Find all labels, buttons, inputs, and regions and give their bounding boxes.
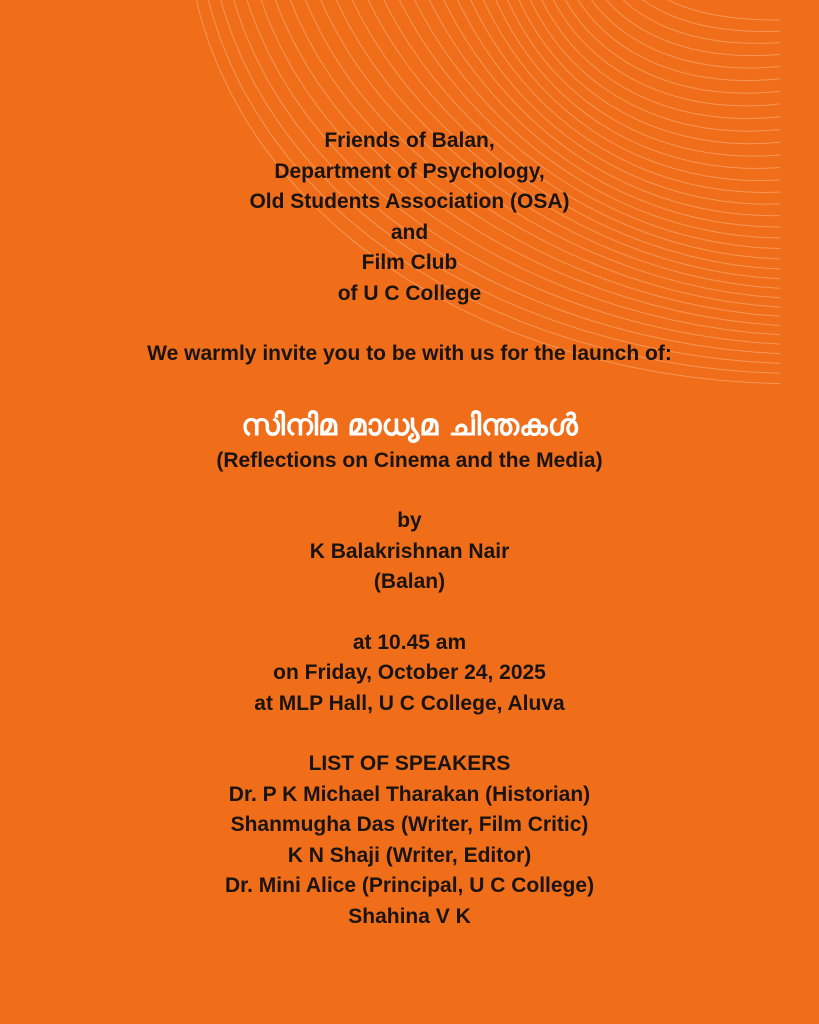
event-time: at 10.45 am — [352, 630, 467, 654]
wave-line — [573, 0, 780, 56]
invitation-text: We warmly invite you to be with us for the launch of: — [147, 342, 672, 365]
speaker-item: Shahina V K — [348, 904, 471, 928]
book-title-english: (Reflections on Cinema and the Media) — [216, 448, 603, 472]
wave-line — [605, 0, 781, 20]
organizer-line: Department of Psychology, — [274, 159, 545, 183]
event-date: on Friday, October 24, 2025 — [273, 661, 546, 684]
wave-line — [562, 0, 780, 68]
organizer-line: of U C College — [337, 281, 482, 305]
by-label: by — [397, 509, 422, 532]
organizer-line: and — [390, 220, 429, 244]
speaker-item: Dr. P K Michael Tharakan (Historian) — [228, 782, 591, 806]
author-alias: (Balan) — [373, 570, 446, 593]
event-venue: at MLP Hall, U C College, Aluva — [254, 691, 565, 715]
organizer-line: Friends of Balan, — [324, 129, 495, 152]
organizer-line: Old Students Association (OSA) — [249, 190, 570, 213]
speaker-item: Shanmugha Das (Writer, Film Critic) — [230, 813, 589, 836]
organizer-line: Film Club — [361, 251, 458, 274]
wave-line — [530, 0, 780, 106]
speakers-heading: LIST OF SPEAKERS — [308, 752, 511, 775]
wave-line — [594, 0, 780, 31]
invitation-body — [0, 126, 819, 932]
book-title-malayalam: സിനിമ മാധ്യമ ചിന്തകൾ — [241, 407, 578, 443]
speaker-item: Dr. Mini Alice (Principal, U C College) — [224, 874, 595, 897]
author-name: K Balakrishnan Nair — [309, 539, 510, 563]
wave-line — [505, 0, 780, 131]
speaker-item: K N Shaji (Writer, Editor) — [287, 843, 532, 867]
